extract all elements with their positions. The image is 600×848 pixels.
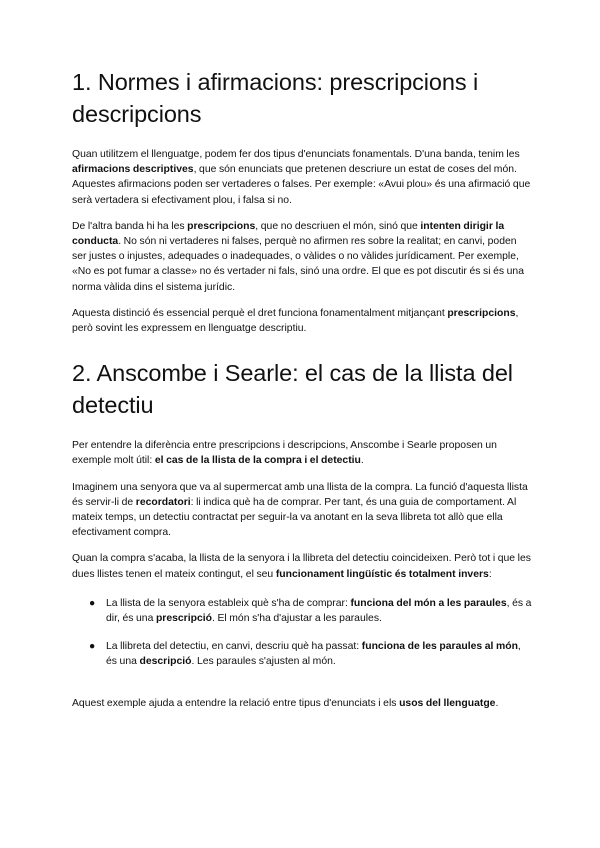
text-run: Quan la compra s'acaba, la llista de la senyora i la llibreta del detectiu coincideixen. Però tot i que les dues llistes tenen el mateix contingut, el seu (72, 553, 531, 580)
section-2-heading: 2. Anscombe i Searle: el cas de la llista del detectiu (72, 360, 513, 419)
text-run: La llibreta del detectiu, en canvi, descriu què ha passat: (106, 641, 362, 653)
bullet-icon: ● (89, 641, 96, 653)
text-run: . No són ni vertaderes ni falses, perquè no afirmen res sobre la realitat; en canvi, poden ser justes o injustes, adequades o inadequades, o vàlides o no vàlides jurídicament. Per exemple, «No es pot fumar a classe» no és vertader ni fals, sinó una ordre. El que es pot discutir és si és una norma vàlida dins el sistema jurídic. (72, 236, 524, 293)
bold-term: prescripcions (447, 307, 516, 319)
bold-term: recordatori (135, 496, 191, 508)
text-run: , que no descriuen el món, sinó que (255, 220, 421, 232)
text-run: Imaginem una senyora que va al supermercat amb una llista de la compra. La funció d'aquesta llista és servir-li de (72, 481, 528, 508)
bold-term: el cas de la llista de la compra i el detectiu (154, 455, 361, 467)
bold-term: funcionament lingüístic és totalment invers (275, 568, 489, 580)
bold-term: funciona de les paraules al món (361, 641, 518, 653)
text-run: Per entendre la diferència entre prescripcions i descripcions, Anscombe i Searle proposen un exemple molt útil: (72, 440, 497, 467)
paragraph-anscombe-searle-intro (72, 438, 532, 468)
paragraph-prescriptions (72, 219, 532, 295)
text-run: , és una (106, 641, 521, 668)
bullet-list (72, 596, 532, 670)
bold-term: descripció (139, 656, 192, 668)
paragraph-inverse-function (72, 551, 532, 581)
text-run: De l'altra banda hi ha les (72, 220, 188, 232)
text-run: . El món s'ha d'ajustar a les paraules. (211, 613, 382, 625)
section-1-heading: 1. Normes i afirmacions: prescripcions i descripcions (72, 69, 479, 127)
paragraph-shopping-list (72, 480, 532, 541)
bold-term: usos del llenguatge (399, 697, 496, 709)
bold-term: intenten dirigir la conducta (72, 220, 505, 248)
list-item (72, 596, 532, 626)
bold-term: prescripcions (187, 220, 256, 232)
text-run: : (488, 568, 492, 580)
text-run: Aquesta distinció és essencial perquè el dret funciona fonamentalment mitjançant (72, 307, 448, 319)
bold-term: prescripció (155, 613, 212, 625)
text-run: . (495, 697, 499, 709)
text-run: , però sovint les expressem en llenguatge descriptiu. (72, 307, 519, 335)
paragraph-conclusion (72, 696, 532, 711)
text-run: . (360, 455, 364, 467)
paragraph-descriptive-statements (72, 147, 532, 208)
text-run: Aquest exemple ajuda a entendre la relació entre tipus d'enunciats i els (72, 697, 400, 709)
bullet-icon: ● (89, 597, 96, 609)
text-run: . Les paraules s'ajusten al món. (191, 656, 336, 668)
text-run: Quan utilitzem el llenguatge, podem fer dos tipus d'enunciats fonamentals. D'una banda, tenim les (72, 149, 520, 160)
text-run: , que són enunciats que pretenen descriure un estat de coses del món. Aquestes afirmacions poden ser vertaderes o falses. Per exemple: «Avui plou» és una afirmació que serà vertadera si efectivament plou, i falsa si no. (72, 164, 531, 206)
bold-term: funciona del món a les paraules (350, 597, 507, 609)
text-run: La llista de la senyora estableix què s'ha de comprar: (106, 597, 351, 609)
text-run: , és a dir, és una (106, 597, 532, 625)
paragraph-distinction (72, 306, 532, 336)
bold-term: afirmacions descriptives (72, 164, 194, 176)
list-item (72, 639, 532, 669)
document-content (72, 66, 532, 711)
text-run: : li indica què ha de comprar. Per tant, és una guia de comportament. Al mateix temps, un detectiu contractat per seguir-la va anotant en la seva llibreta tot allò que ella efectivament compra. (72, 496, 517, 539)
